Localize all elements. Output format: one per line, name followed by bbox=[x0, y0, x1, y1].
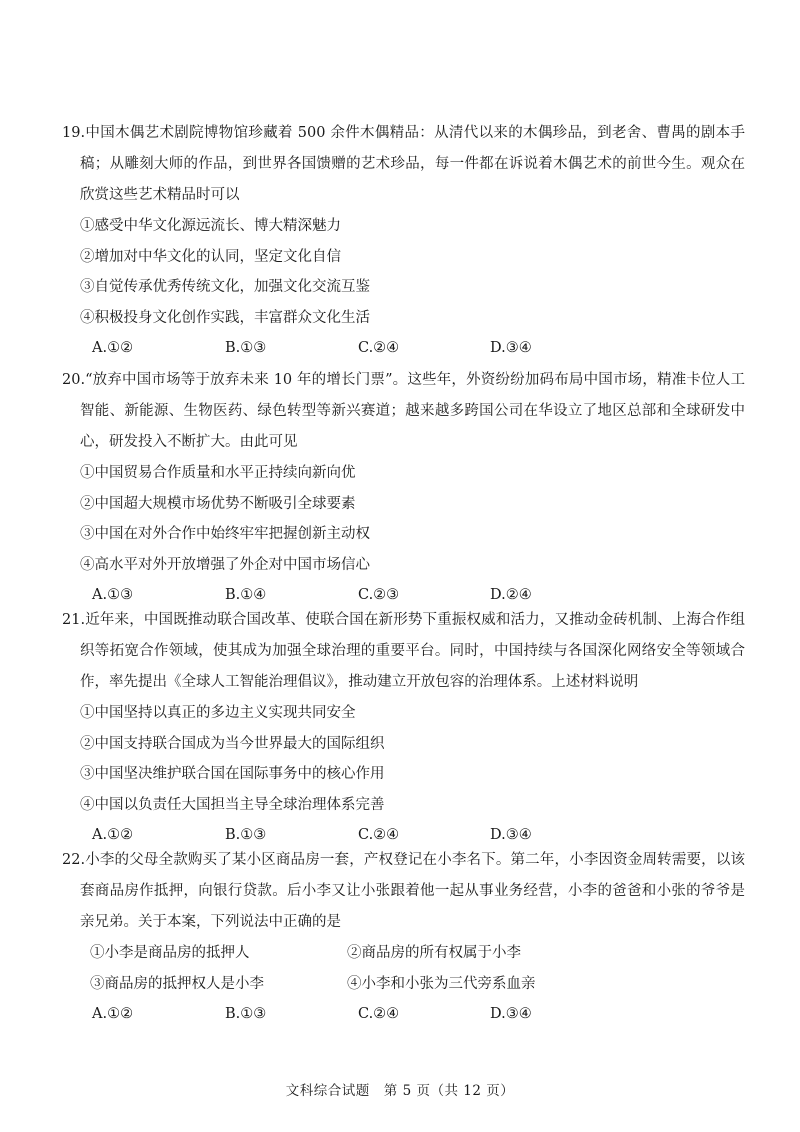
choice-b[interactable]: B.①③ bbox=[225, 827, 267, 843]
question-stem bbox=[62, 365, 745, 458]
choice-c[interactable]: C.②④ bbox=[358, 1006, 400, 1022]
option-item-1: ①中国贸易合作质量和水平正持续向新向优 bbox=[80, 465, 356, 481]
option-item-4: ④高水平对外开放增强了外企对中国市场信心 bbox=[80, 556, 370, 573]
option-item-3: ③商品房的抵押权人是小李 bbox=[90, 975, 264, 992]
option-row-1 bbox=[80, 938, 745, 969]
choice-b[interactable]: B.①③ bbox=[225, 340, 267, 356]
option-row-2 bbox=[80, 969, 745, 1000]
option-item-3: ③中国在对外合作中始终牢牢把握创新主动权 bbox=[80, 526, 370, 542]
option-item-2: ②商品房的所有权属于小李 bbox=[347, 945, 521, 961]
option-item-4: ④小李和小张为三代旁系血亲 bbox=[347, 975, 536, 992]
question-number: 19. bbox=[62, 125, 86, 141]
question-stem bbox=[62, 845, 745, 938]
question-21 bbox=[62, 605, 745, 851]
choice-b[interactable]: B.①④ bbox=[225, 587, 267, 603]
option-item-3: ③自觉传承优秀传统文化，加强文化交流互鉴 bbox=[80, 279, 370, 295]
question-stem bbox=[62, 605, 745, 698]
question-text: 中国木偶艺术剧院博物馆珍藏着 500 余件木偶精品：从清代以来的木偶珍品，到老舍、曹禺的剧本手稿；从雕刻大师的作品，到世界各国馈赠的艺术珍品，每一件都在诉说着木偶艺术的前世今生。观众在欣赏这些艺术精品时可以 bbox=[80, 125, 745, 203]
choice-a[interactable]: A.①② bbox=[92, 827, 134, 843]
option-item-2: ②增加对中华文化的认同，坚定文化自信 bbox=[80, 248, 341, 265]
question-number: 22. bbox=[62, 852, 86, 868]
question-text: 小李的父母全款购买了某小区商品房一套，产权登记在小李名下。第二年，小李因资金周转需要，以该套商品房作抵押，向银行贷款。后小李又让小张跟着他一起从事业务经营，小李的爸爸和小张的爷爷是亲兄弟。关于本案，下列说法中正确的是 bbox=[80, 852, 745, 930]
choice-d[interactable]: D.③④ bbox=[490, 827, 532, 843]
choice-a[interactable]: A.①② bbox=[92, 340, 134, 356]
option-item-2: ②中国支持联合国成为当今世界最大的国际组织 bbox=[80, 735, 385, 752]
choice-c[interactable]: C.②④ bbox=[358, 340, 400, 356]
choice-d[interactable]: D.③④ bbox=[490, 340, 532, 356]
option-item-4: ④中国以负责任大国担当主导全球治理体系完善 bbox=[80, 796, 385, 813]
question-19 bbox=[62, 118, 745, 364]
question-number: 21. bbox=[62, 612, 86, 628]
question-stem bbox=[62, 118, 745, 211]
choice-c[interactable]: C.②③ bbox=[358, 587, 400, 603]
option-item-1: ①小李是商品房的抵押人 bbox=[90, 945, 250, 961]
question-number: 20. bbox=[62, 372, 86, 388]
choice-a[interactable]: A.①② bbox=[92, 1006, 134, 1022]
option-item-1: ①感受中华文化源远流长、博大精深魅力 bbox=[80, 218, 341, 234]
choice-d[interactable]: D.②④ bbox=[490, 587, 532, 603]
question-text: “放弃中国市场等于放弃未来 10 年的增长门票”。这些年，外资纷纷加码布局中国市场，精准卡位人工智能、新能源、生物医药、绿色转型等新兴赛道；越来越多跨国公司在华设立了地区总部和全球研发中心，研发投入不断扩大。由此可见 bbox=[80, 372, 745, 450]
question-22 bbox=[62, 845, 745, 1030]
choice-c[interactable]: C.②④ bbox=[358, 827, 400, 843]
option-item-2: ②中国超大规模市场优势不断吸引全球要素 bbox=[80, 495, 356, 512]
choice-d[interactable]: D.③④ bbox=[490, 1006, 532, 1022]
page-footer: 文科综合试题 第 5 页（共 12 页） bbox=[285, 1083, 515, 1099]
choice-b[interactable]: B.①③ bbox=[225, 1006, 267, 1022]
question-20 bbox=[62, 365, 745, 611]
option-item-3: ③中国坚决维护联合国在国际事务中的核心作用 bbox=[80, 766, 385, 782]
option-item-1: ①中国坚持以真正的多边主义实现共同安全 bbox=[80, 705, 356, 721]
answer-choices bbox=[80, 999, 745, 1030]
choice-a[interactable]: A.①③ bbox=[92, 587, 134, 603]
question-text: 近年来，中国既推动联合国改革、使联合国在新形势下重振权威和活力，又推动金砖机制、上海合作组织等拓宽合作领域，使其成为加强全球治理的重要平台。同时，中国持续与各国深化网络安全等领域合作，率先提出《全球人工智能治理倡议》，推动建立开放包容的治理体系。上述材料说明 bbox=[80, 612, 745, 690]
option-item-4: ④积极投身文化创作实践，丰富群众文化生活 bbox=[80, 309, 370, 326]
answer-choices bbox=[80, 333, 745, 364]
